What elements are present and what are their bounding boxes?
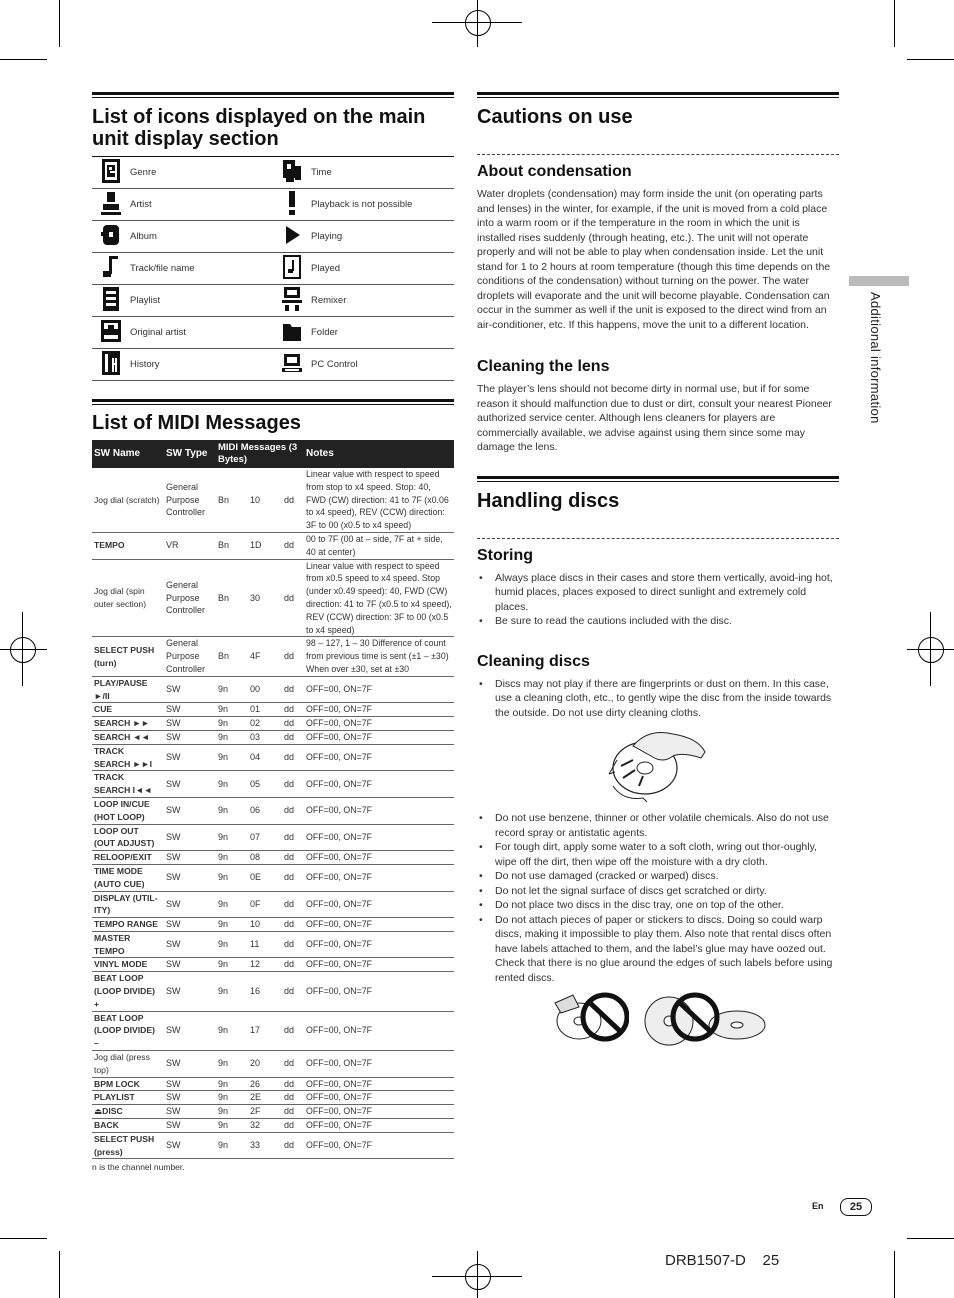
midi-sw-type: SW <box>164 851 216 865</box>
midi-section-title: List of MIDI Messages <box>92 412 301 434</box>
playing-icon <box>273 221 311 253</box>
table-row <box>92 703 454 717</box>
icon-label: Folder <box>311 317 454 349</box>
no-stacked-discs-icon <box>643 991 767 1047</box>
midi-data2: dd <box>282 1011 304 1050</box>
history-icon <box>92 349 130 381</box>
table-row <box>92 851 454 865</box>
table-row <box>92 958 454 972</box>
table-row <box>92 532 454 559</box>
table-row <box>92 1132 454 1159</box>
midi-notes: OFF=00, ON=7F <box>304 744 454 771</box>
midi-notes: OFF=00, ON=7F <box>304 1119 454 1133</box>
midi-sw-name: TRACK SEARCH I◄◄ <box>92 771 164 798</box>
midi-notes: OFF=00, ON=7F <box>304 972 454 1011</box>
track-file-name-icon <box>92 253 130 285</box>
midi-sw-name: VINYL MODE <box>92 958 164 972</box>
pc-control-icon <box>273 349 311 381</box>
list-item: • Do not let the signal surface of discs get scratched or dirty. <box>477 884 839 899</box>
midi-data2: dd <box>282 891 304 918</box>
midi-notes: Linear value with respect to speed from x0.5 speed to x4 speed. Stop (under x0.49 speed): 40, FWD (CW) direction: 41 to 7F (x0.5 to x4 speed), REV (CCW) direction: 3F to 00 (x0.5 to x4 speed) <box>304 559 454 637</box>
midi-status: 9n <box>216 1119 248 1133</box>
midi-sw-name: TEMPO RANGE <box>92 918 164 932</box>
registration-mark <box>930 612 931 686</box>
midi-data1: 12 <box>248 958 282 972</box>
midi-sw-name: PLAYLIST <box>92 1091 164 1105</box>
midi-notes: OFF=00, ON=7F <box>304 1091 454 1105</box>
midi-data2: dd <box>282 1077 304 1091</box>
midi-sw-type: SW <box>164 1091 216 1105</box>
midi-status: 9n <box>216 891 248 918</box>
midi-data2: dd <box>282 824 304 851</box>
table-row <box>92 891 454 918</box>
midi-header-messages: MIDI Messages (3 Bytes) <box>216 440 304 468</box>
table-row <box>92 468 454 532</box>
icons-table <box>92 156 454 381</box>
midi-data1: 00 <box>248 676 282 703</box>
midi-notes: OFF=00, ON=7F <box>304 824 454 851</box>
midi-sw-type: SW <box>164 676 216 703</box>
midi-data2: dd <box>282 637 304 676</box>
midi-notes: OFF=00, ON=7F <box>304 1051 454 1078</box>
page-language: En <box>812 1201 824 1211</box>
midi-data1: 11 <box>248 931 282 958</box>
table-row <box>92 1051 454 1078</box>
section-rule <box>92 92 454 98</box>
icon-label: Played <box>311 253 454 285</box>
midi-sw-name: SELECT PUSH (turn) <box>92 637 164 676</box>
midi-data2: dd <box>282 1105 304 1119</box>
midi-header-notes: Notes <box>304 440 454 468</box>
section-rule <box>92 399 454 405</box>
played-icon <box>273 253 311 285</box>
midi-sw-name: ⏏DISC <box>92 1105 164 1119</box>
registration-mark <box>22 612 23 686</box>
midi-data1: 30 <box>248 559 282 637</box>
midi-sw-name: BACK <box>92 1119 164 1133</box>
midi-sw-type: SW <box>164 1132 216 1159</box>
midi-status: 9n <box>216 918 248 932</box>
midi-data2: dd <box>282 1051 304 1078</box>
midi-sw-type: SW <box>164 703 216 717</box>
table-row <box>92 972 454 1011</box>
midi-sw-name: MASTER TEMPO <box>92 931 164 958</box>
midi-sw-type: SW <box>164 1077 216 1091</box>
midi-data2: dd <box>282 744 304 771</box>
midi-notes: OFF=00, ON=7F <box>304 918 454 932</box>
condensation-title: About condensation <box>477 163 632 180</box>
cleaning-list <box>477 677 839 721</box>
icon-label: Original artist <box>130 317 273 349</box>
folder-icon <box>273 317 311 349</box>
midi-data2: dd <box>282 972 304 1011</box>
midi-notes: OFF=00, ON=7F <box>304 1011 454 1050</box>
midi-data2: dd <box>282 532 304 559</box>
icon-row <box>92 189 454 221</box>
table-row <box>92 730 454 744</box>
midi-sw-type: SW <box>164 891 216 918</box>
midi-data2: dd <box>282 730 304 744</box>
side-tab <box>849 276 909 286</box>
midi-sw-type: General Purpose Controller <box>164 468 216 532</box>
playback-not-possible-icon <box>273 189 311 221</box>
table-row <box>92 559 454 637</box>
table-row <box>92 717 454 731</box>
remixer-icon <box>273 285 311 317</box>
genre-icon <box>92 157 130 189</box>
document-id: DRB1507-D 25 <box>665 1252 780 1269</box>
disc-warning-illustrations <box>477 991 839 1047</box>
midi-data1: 0F <box>248 891 282 918</box>
midi-status: 9n <box>216 717 248 731</box>
playlist-icon <box>92 285 130 317</box>
midi-notes: OFF=00, ON=7F <box>304 958 454 972</box>
midi-sw-name: PLAY/PAUSE ►/II <box>92 676 164 703</box>
midi-sw-type: SW <box>164 1105 216 1119</box>
midi-sw-type: SW <box>164 717 216 731</box>
midi-table <box>92 440 454 1159</box>
icon-row <box>92 317 454 349</box>
midi-status: 9n <box>216 851 248 865</box>
midi-data1: 16 <box>248 972 282 1011</box>
midi-sw-type: SW <box>164 797 216 824</box>
icon-label: Playback is not possible <box>311 189 454 221</box>
cautions-title: Cautions on use <box>477 106 633 128</box>
icon-label: Artist <box>130 189 273 221</box>
midi-data2: dd <box>282 676 304 703</box>
midi-status: 9n <box>216 1132 248 1159</box>
midi-status: 9n <box>216 1077 248 1091</box>
midi-data1: 04 <box>248 744 282 771</box>
midi-data1: 4F <box>248 637 282 676</box>
midi-data1: 05 <box>248 771 282 798</box>
midi-data1: 10 <box>248 468 282 532</box>
midi-data1: 0E <box>248 864 282 891</box>
midi-notes: 00 to 7F (00 at – side, 7F at + side, 40 at center) <box>304 532 454 559</box>
midi-sw-type: SW <box>164 1051 216 1078</box>
list-item: • Do not attach pieces of paper or stickers to discs. Doing so could warp discs, making it impossible to play them. Also note that rental discs often have labels attached to them, and the label’s glue may have oozed out. Check that there is no glue around the edges of such labels before using rented discs. <box>477 913 839 986</box>
midi-sw-name: BPM LOCK <box>92 1077 164 1091</box>
crop-mark <box>894 1251 895 1298</box>
crop-mark <box>59 1251 60 1298</box>
icon-label: Time <box>311 157 454 189</box>
crop-mark <box>0 1238 47 1239</box>
midi-sw-name: BEAT LOOP (LOOP DIVIDE) + <box>92 972 164 1011</box>
registration-mark <box>465 10 491 36</box>
disc-wiping-illustration <box>477 726 839 809</box>
midi-sw-name: Jog dial (spin outer section) <box>92 559 164 637</box>
right-column <box>477 92 839 1047</box>
midi-status: 9n <box>216 824 248 851</box>
midi-data2: dd <box>282 918 304 932</box>
list-item: • Do not use damaged (cracked or warped) discs. <box>477 869 839 884</box>
midi-data1: 08 <box>248 851 282 865</box>
midi-data2: dd <box>282 703 304 717</box>
time-icon <box>273 157 311 189</box>
icon-row <box>92 253 454 285</box>
midi-data2: dd <box>282 717 304 731</box>
midi-sw-type: VR <box>164 532 216 559</box>
icon-row <box>92 221 454 253</box>
midi-data1: 32 <box>248 1119 282 1133</box>
midi-data2: dd <box>282 1091 304 1105</box>
midi-notes: OFF=00, ON=7F <box>304 703 454 717</box>
list-item: • Do not place two discs in the disc tray, one on top of the other. <box>477 898 839 913</box>
midi-sw-type: SW <box>164 744 216 771</box>
registration-mark <box>477 0 478 47</box>
midi-data1: 2F <box>248 1105 282 1119</box>
registration-mark <box>465 1264 491 1290</box>
midi-sw-type: SW <box>164 864 216 891</box>
midi-sw-name: SELECT PUSH (press) <box>92 1132 164 1159</box>
midi-data2: dd <box>282 851 304 865</box>
list-item: • Do not use benzene, thinner or other volatile chemicals. Also do not use record spray or antistatic agents. <box>477 811 839 840</box>
midi-notes: OFF=00, ON=7F <box>304 891 454 918</box>
icons-section-title: List of icons displayed on the main unit display section <box>92 106 426 150</box>
crop-mark <box>0 59 47 60</box>
midi-data1: 2E <box>248 1091 282 1105</box>
midi-data2: dd <box>282 468 304 532</box>
midi-data2: dd <box>282 864 304 891</box>
midi-sw-name: SEARCH ►► <box>92 717 164 731</box>
midi-notes: OFF=00, ON=7F <box>304 931 454 958</box>
midi-data2: dd <box>282 771 304 798</box>
section-rule <box>477 92 839 98</box>
midi-notes: OFF=00, ON=7F <box>304 771 454 798</box>
midi-status: 9n <box>216 676 248 703</box>
icon-row <box>92 349 454 381</box>
midi-notes: OFF=00, ON=7F <box>304 851 454 865</box>
midi-status: 9n <box>216 1011 248 1050</box>
subsection-rule <box>477 154 839 155</box>
cleaning-list-more <box>477 811 839 985</box>
table-row <box>92 771 454 798</box>
icon-label: Playing <box>311 221 454 253</box>
midi-data1: 1D <box>248 532 282 559</box>
midi-status: Bn <box>216 468 248 532</box>
midi-notes: Linear value with respect to speed from stop to x4 speed. Stop: 40, FWD (CW) direction: 41 to 7F (x0.06 to x4 speed), REV (CCW) direction: 3F to 00 (x0.5 to x4 speed) <box>304 468 454 532</box>
midi-data1: 26 <box>248 1077 282 1091</box>
midi-data2: dd <box>282 1132 304 1159</box>
artist-icon <box>92 189 130 221</box>
no-sticker-icon <box>549 991 629 1047</box>
handling-title: Handling discs <box>477 489 620 512</box>
midi-sw-type: SW <box>164 824 216 851</box>
table-row <box>92 637 454 676</box>
icon-row <box>92 157 454 189</box>
midi-footnote: n is the channel number. <box>92 1162 185 1173</box>
midi-sw-name: Jog dial (press top) <box>92 1051 164 1078</box>
midi-data2: dd <box>282 958 304 972</box>
left-column <box>92 92 454 1172</box>
midi-status: 9n <box>216 744 248 771</box>
table-row <box>92 1091 454 1105</box>
midi-data2: dd <box>282 1119 304 1133</box>
crop-mark <box>59 0 60 47</box>
table-row <box>92 1077 454 1091</box>
storing-list <box>477 571 839 629</box>
crop-mark <box>907 1238 954 1239</box>
icon-label: Genre <box>130 157 273 189</box>
midi-sw-type: SW <box>164 958 216 972</box>
midi-data1: 07 <box>248 824 282 851</box>
midi-data1: 01 <box>248 703 282 717</box>
lens-title: Cleaning the lens <box>477 358 610 375</box>
midi-sw-type: SW <box>164 730 216 744</box>
midi-sw-name: TIME MODE (AUTO CUE) <box>92 864 164 891</box>
icon-label: Playlist <box>130 285 273 317</box>
registration-mark <box>918 637 944 663</box>
midi-notes: OFF=00, ON=7F <box>304 797 454 824</box>
table-row <box>92 1011 454 1050</box>
subsection-rule <box>477 538 839 539</box>
midi-notes: OFF=00, ON=7F <box>304 676 454 703</box>
midi-status: Bn <box>216 532 248 559</box>
condensation-text: Water droplets (condensation) may form inside the unit (on operating parts and lenses) in the winter, for example, if the unit is moved from a cold place into a warm room or if the temperature in the room in which the unit is installed rises suddenly (through heating, etc.). The unit will not operate properly and will not be able to play when condensation inside. Let the unit stand for 1 to 2 hours at room temperature (though this time depends on the conditions of the condensation) without turning on the power. The water droplets will evaporate and the unit will become playable. Condensation can occur in the summer as well if the unit is exposed to the direct wind from an air-conditioner, etc. If this happens, move the unit to a different location. <box>477 188 831 331</box>
midi-sw-type: SW <box>164 931 216 958</box>
icon-label: Track/file name <box>130 253 273 285</box>
midi-status: 9n <box>216 1091 248 1105</box>
midi-status: 9n <box>216 797 248 824</box>
midi-sw-name: BEAT LOOP (LOOP DIVIDE) – <box>92 1011 164 1050</box>
section-rule <box>477 476 839 482</box>
midi-header-sw-name: SW Name <box>92 440 164 468</box>
list-item: • Always place discs in their cases and store them vertically, avoid-ing hot, humid places, places exposed to direct sunlight and extremely cold places. <box>477 571 839 615</box>
midi-data1: 06 <box>248 797 282 824</box>
midi-data1: 33 <box>248 1132 282 1159</box>
midi-status: 9n <box>216 958 248 972</box>
midi-sw-name: Jog dial (scratch) <box>92 468 164 532</box>
midi-notes: 98 – 127, 1 – 30 Difference of count from previous time is sent (±1 – ±30) When over ±30, set at ±30 <box>304 637 454 676</box>
midi-status: 9n <box>216 972 248 1011</box>
album-icon <box>92 221 130 253</box>
registration-mark <box>0 649 47 650</box>
list-item: • Be sure to read the cautions included with the disc. <box>477 614 839 629</box>
midi-notes: OFF=00, ON=7F <box>304 1077 454 1091</box>
icon-label: History <box>130 349 273 381</box>
midi-notes: OFF=00, ON=7F <box>304 1105 454 1119</box>
midi-notes: OFF=00, ON=7F <box>304 1132 454 1159</box>
table-row <box>92 824 454 851</box>
list-item: • For tough dirt, apply some water to a soft cloth, wring out thor-oughly, wipe off the dirt, then wipe off the moisture with a dry cloth. <box>477 840 839 869</box>
midi-data1: 10 <box>248 918 282 932</box>
icon-label: Remixer <box>311 285 454 317</box>
midi-sw-name: DISPLAY (UTIL-ITY) <box>92 891 164 918</box>
cleaning-title: Cleaning discs <box>477 652 590 670</box>
midi-header-sw-type: SW Type <box>164 440 216 468</box>
side-tab-label: Additional information <box>868 292 883 424</box>
midi-sw-type: SW <box>164 918 216 932</box>
midi-notes: OFF=00, ON=7F <box>304 717 454 731</box>
table-row <box>92 744 454 771</box>
original-artist-icon <box>92 317 130 349</box>
midi-sw-name: SEARCH ◄◄ <box>92 730 164 744</box>
midi-data1: 20 <box>248 1051 282 1078</box>
midi-sw-type: SW <box>164 1011 216 1050</box>
list-item: • Discs may not play if there are fingerprints or dust on them. In this case, use a cleaning cloth, etc., to gently wipe the disc from the inside towards the outside. Do not use dirty cleaning cloths. <box>477 677 839 721</box>
lens-text: The player’s lens should not become dirty in normal use, but if for some reason it should malfunction due to dust or dirt, consult your nearest Pioneer authorized service center. Although lens cleaners for players are commercially available, we advise against using them since some may damage the lens. <box>477 383 832 453</box>
midi-sw-type: SW <box>164 1119 216 1133</box>
midi-sw-type: General Purpose Controller <box>164 637 216 676</box>
midi-status: 9n <box>216 771 248 798</box>
page-number: 25 <box>840 1198 872 1216</box>
registration-mark <box>10 637 36 663</box>
midi-sw-name: CUE <box>92 703 164 717</box>
midi-status: 9n <box>216 703 248 717</box>
midi-data2: dd <box>282 931 304 958</box>
icon-label: PC Control <box>311 349 454 381</box>
midi-status: Bn <box>216 559 248 637</box>
midi-sw-name: TRACK SEARCH ►►I <box>92 744 164 771</box>
table-row <box>92 797 454 824</box>
icon-row <box>92 285 454 317</box>
midi-sw-name: LOOP OUT (OUT ADJUST) <box>92 824 164 851</box>
table-row <box>92 1119 454 1133</box>
table-row <box>92 1105 454 1119</box>
midi-status: 9n <box>216 864 248 891</box>
midi-data2: dd <box>282 797 304 824</box>
table-row <box>92 676 454 703</box>
midi-sw-type: SW <box>164 771 216 798</box>
midi-sw-type: SW <box>164 972 216 1011</box>
midi-sw-name: RELOOP/EXIT <box>92 851 164 865</box>
icon-label: Album <box>130 221 273 253</box>
midi-status: 9n <box>216 931 248 958</box>
crop-mark <box>907 59 954 60</box>
midi-status: 9n <box>216 1105 248 1119</box>
midi-notes: OFF=00, ON=7F <box>304 730 454 744</box>
midi-data1: 03 <box>248 730 282 744</box>
midi-data1: 17 <box>248 1011 282 1050</box>
crop-mark <box>894 0 895 47</box>
midi-data2: dd <box>282 559 304 637</box>
midi-sw-name: TEMPO <box>92 532 164 559</box>
midi-sw-type: General Purpose Controller <box>164 559 216 637</box>
midi-status: 9n <box>216 730 248 744</box>
storing-title: Storing <box>477 546 533 564</box>
table-row <box>92 918 454 932</box>
midi-data1: 02 <box>248 717 282 731</box>
table-row <box>92 931 454 958</box>
midi-status: Bn <box>216 637 248 676</box>
midi-notes: OFF=00, ON=7F <box>304 864 454 891</box>
midi-status: 9n <box>216 1051 248 1078</box>
registration-mark <box>477 1251 478 1298</box>
midi-sw-name: LOOP IN/CUE (HOT LOOP) <box>92 797 164 824</box>
table-row <box>92 864 454 891</box>
